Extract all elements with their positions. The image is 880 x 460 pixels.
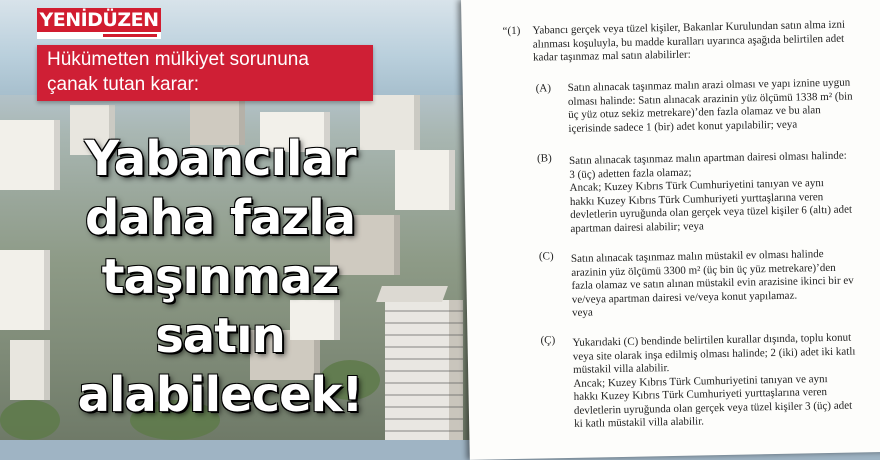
item-c-line: veya [571, 306, 593, 319]
item-c-line: fazla olamaz ve satın alınan müstakil evin arazisine ikinci bir ev [571, 274, 854, 292]
item-a-label: (A) [535, 82, 552, 95]
subtitle-line-2: çanak tutan karar: [47, 74, 200, 95]
item-c-cedilla-line: veya site olarak inşa edilmiş olması halinde; 2 (iki) adet iki katlı [572, 344, 856, 363]
item-b-line: Satın alınacak taşınmaz malın apartman dairesi olması halinde: [568, 149, 847, 167]
headline-line-3: taşınmaz [101, 249, 339, 305]
item-a-line: üç yüz otuz sekiz metrekare)’den fazla olamaz ve bu alan [568, 104, 821, 121]
item-c-cedilla-line: müstakil villa alabilir. [573, 362, 670, 376]
document-marker: “(1) [502, 24, 521, 38]
headline [40, 130, 400, 425]
document-intro-line: alınması koşuluyla, bu madde kuralları uyarınca aşağıda belirtilen adet [532, 32, 845, 51]
building [395, 150, 455, 210]
item-a-line: Satın alınacak taşınmaz malın arazi olması ve yapı iznine uygun [567, 76, 851, 94]
headline-line-4: satın [155, 308, 285, 364]
item-b-line: devletlerin uyruğunda olan gerçek veya tüzel kişiler 6 (altı) adet [570, 203, 853, 221]
item-c-cedilla-line: Ancak; Kuzey Kıbrıs Türk Cumhuriyetini tanıyan ve aynı [573, 372, 828, 390]
item-b-line: hakkı Kuzey Kıbrıs Türk Cumhuriyeti yurttaşlarına veren [569, 190, 824, 208]
document-intro-line: kadar taşınmaz mal satın alabilirler: [533, 48, 691, 64]
item-c-cedilla-line: devletlerin uyruğunda olan gerçek veya tüzel kişiler 3 (üç) adet [573, 399, 853, 417]
item-a-line: içerisinde sadece 1 (bir) adet konut yapılabilir; veya [568, 118, 798, 135]
item-c-cedilla-line: hakkı Kuzey Kıbrıs Türk Cumhuriyeti yurttaşlarına veren [573, 386, 828, 403]
headline-line-2: daha fazla [84, 190, 356, 246]
item-c-cedilla-line: Yukarıdaki (C) bendinde belirtilen kurallar dışında, toplu konut [572, 331, 852, 349]
item-c-line: Satın alınacak taşınmaz malın müstakil ev olması halinde [570, 248, 824, 265]
item-c-cedilla-label: (Ç) [540, 334, 556, 347]
item-b-label: (B) [536, 152, 552, 165]
item-a-line: olması halinde: Satın alınacak arazinin yüz ölçümü 1338 m² (bin [567, 90, 853, 108]
item-b-line: Ancak; Kuzey Kıbrıs Türk Cumhuriyetini tanıyan ve aynı [569, 177, 824, 194]
subtitle-line-1: Hükümetten mülkiyet sorununa [47, 49, 309, 70]
item-c-cedilla-line: ki katlı müstakil villa alabilir. [574, 415, 705, 430]
item-b-line: apartman dairesi alabilir; veya [570, 219, 704, 235]
headline-line-5: alabilecek! [77, 367, 363, 423]
logo-tagline-bar [37, 32, 161, 39]
item-c-line: arazinin yüz ölçümü 3300 m² (üç bin üç yüz metrekare)’den [571, 261, 836, 279]
item-c-label: (C) [538, 250, 554, 263]
logo-wordmark: YENİDÜZEN [37, 8, 161, 32]
law-document-paper [461, 0, 880, 460]
yeniduzen-logo [37, 8, 161, 39]
subtitle-banner [37, 45, 373, 101]
headline-line-1: Yabancılar [84, 131, 356, 187]
item-c-line: ve/veya apartman dairesi ve/veya konut yapılamaz. [571, 289, 798, 306]
document-intro-line: Yabancı gerçek veya tüzel kişiler, Bakanlar Kurulundan satın alma izni [532, 18, 846, 37]
item-b-line: 3 (üç) adetten fazla olamaz; [569, 166, 692, 181]
